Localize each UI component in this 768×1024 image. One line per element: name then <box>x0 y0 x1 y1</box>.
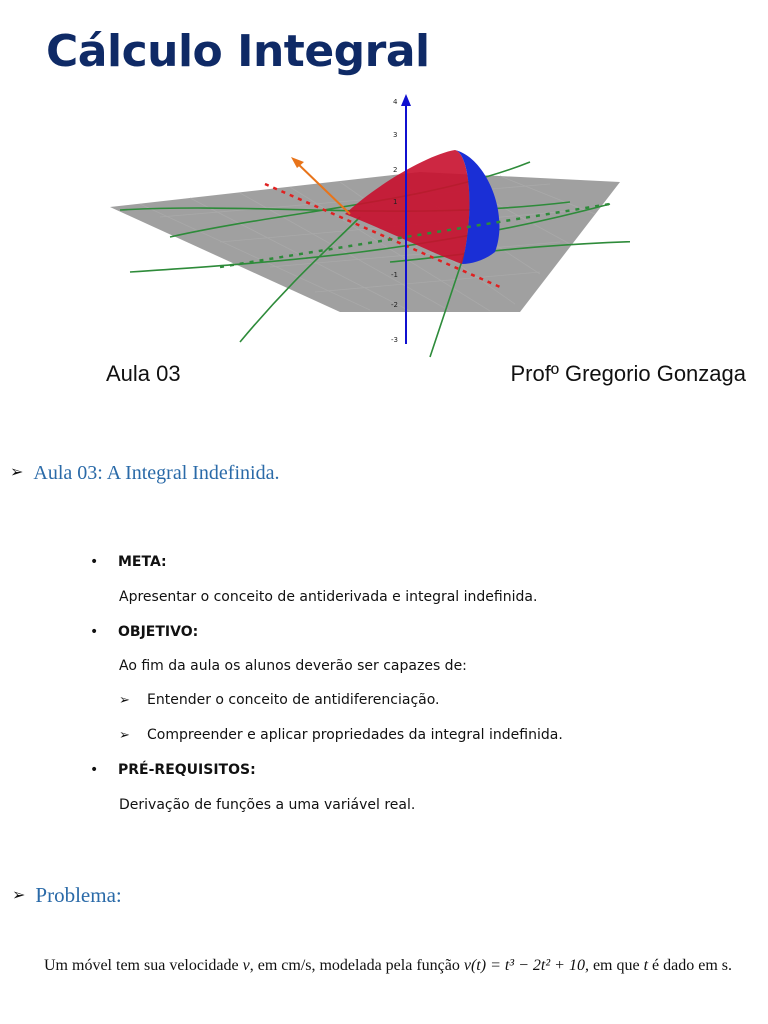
z-tick: 4 <box>393 98 398 106</box>
arrow-bullet-icon: ➢ <box>12 887 26 904</box>
arrow-bullet-icon: ➢ <box>119 693 130 708</box>
objetivo-text: Ao fim da aula os alunos deverão ser capazes de: <box>119 658 467 674</box>
math-var: t <box>643 957 649 974</box>
arrow-bullet-icon: ➢ <box>10 464 24 481</box>
bullet-label: PRÉ-REQUISITOS: <box>118 762 256 778</box>
arrow-bullet-icon: ➢ <box>119 728 130 743</box>
z-tick: -1 <box>391 271 398 279</box>
bullet-label: META: <box>118 554 167 570</box>
professor-name: Profº Gregorio Gonzaga <box>510 361 746 386</box>
math-var: v <box>242 957 250 974</box>
objective-item: ➢ Compreender e aplicar propriedades da integral indefinida. <box>119 727 563 743</box>
bullet-meta <box>90 554 167 570</box>
prerequisitos-text: Derivação de funções a uma variável real. <box>119 797 416 813</box>
problem-statement: Um móvel tem sua velocidade v, em cm/s, modelada pela função v(t) = t³ − 2t² + 10, em que t é dado em s. <box>44 957 733 974</box>
z-tick: 2 <box>393 166 398 174</box>
3d-graph-figure <box>100 92 630 360</box>
z-tick: 3 <box>393 131 398 139</box>
normal-vector-head <box>291 157 304 168</box>
z-tick: 1 <box>393 198 398 206</box>
z-tick: -3 <box>391 336 398 344</box>
bullet-dot-icon: • <box>90 624 99 640</box>
bullet-dot-icon: • <box>90 762 99 778</box>
meta-text: Apresentar o conceito de antiderivada e integral indefinida. <box>119 589 538 605</box>
section-heading-text: Problema: <box>35 883 122 907</box>
lesson-number: Aula 03 <box>106 361 181 386</box>
bullet-prerequisitos <box>90 762 256 778</box>
bullet-dot-icon: • <box>90 554 99 570</box>
bullet-label: OBJETIVO: <box>118 624 199 640</box>
page-title: Cálculo Integral <box>46 26 430 77</box>
bullet-objetivo <box>90 624 198 640</box>
section-heading-lesson <box>10 462 279 485</box>
z-axis-arrowhead <box>401 94 411 106</box>
velocity-formula: v(t) = t³ − 2t² + 10 <box>463 957 585 974</box>
section-heading-text: Aula 03: A Integral Indefinida. <box>33 462 280 484</box>
objective-item: ➢ Entender o conceito de antidiferenciação. <box>119 692 440 708</box>
section-heading-problem <box>12 883 122 908</box>
z-tick: -2 <box>391 301 398 309</box>
